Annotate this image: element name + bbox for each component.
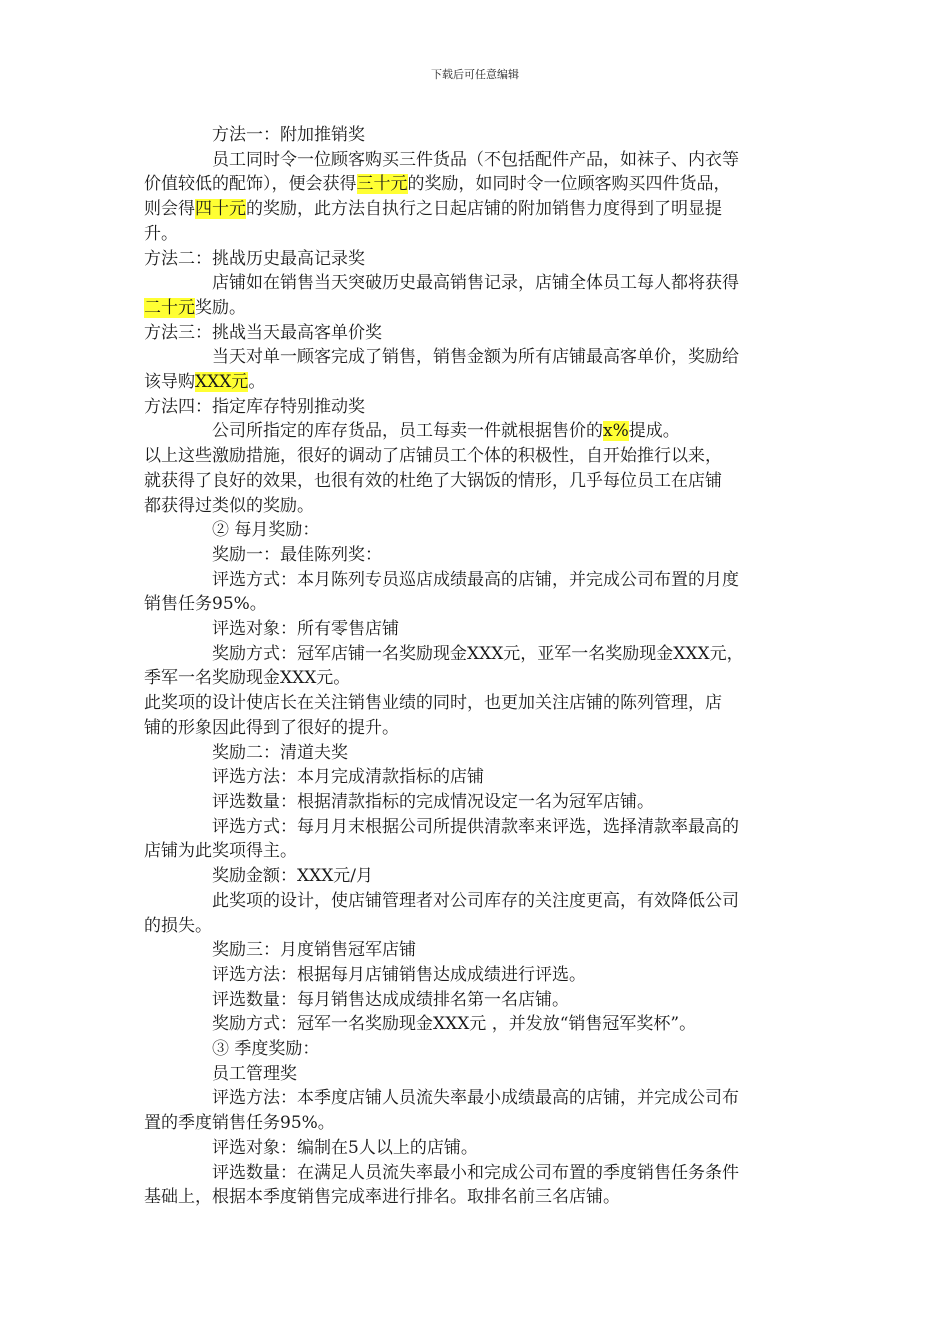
- text-line: [144, 889, 810, 914]
- text-line: [144, 1012, 810, 1037]
- text-segment: 评选数量：每月销售达成成绩排名第一名店铺。: [212, 989, 569, 1010]
- text-segment: 的奖励，如同时令一位顾客购买四件货品，: [407, 174, 731, 195]
- text-segment: 奖励金额：XXX元/月: [212, 866, 374, 887]
- text-segment: 升。: [144, 223, 178, 244]
- text-segment: 该导购: [144, 372, 195, 393]
- text-segment: 置的季度销售任务95%。: [144, 1113, 335, 1134]
- text-line: [144, 296, 810, 321]
- text-line: [144, 568, 810, 593]
- text-segment: 都获得过类似的奖励。: [144, 495, 314, 516]
- text-line: [144, 1161, 810, 1186]
- text-line: [144, 864, 810, 889]
- text-segment: 评选方法：本季度店铺人员流失率最小成绩最高的店铺，并完成公司布: [212, 1088, 739, 1109]
- text-segment: 公司所指定的库存货品，员工每卖一件就根据售价的: [212, 421, 603, 442]
- text-line: [144, 222, 810, 247]
- text-line: [144, 716, 810, 741]
- text-segment: 评选数量：在满足人员流失率最小和完成公司布置的季度销售任务条件: [212, 1162, 739, 1183]
- text-segment: 价值较低的配饰），便会获得: [144, 174, 357, 195]
- text-segment: 则会得: [144, 199, 195, 220]
- text-segment: 评选方式：每月月末根据公司所提供清款率来评选，选择清款率最高的: [212, 816, 739, 837]
- text-segment: 评选方法：根据每月店铺销售达成成绩进行评选。: [212, 964, 586, 985]
- text-line: [144, 691, 810, 716]
- text-segment: 的损失。: [144, 915, 212, 936]
- text-line: [144, 271, 810, 296]
- text-line: [144, 914, 810, 939]
- text-line: [144, 938, 810, 963]
- highlighted-amount: XXX元: [195, 372, 249, 393]
- text-line: [144, 543, 810, 568]
- highlighted-amount: x%: [603, 421, 629, 442]
- text-segment: 店铺为此奖项得主。: [144, 841, 297, 862]
- text-line: [144, 765, 810, 790]
- text-line: [144, 1086, 810, 1111]
- text-line: [144, 963, 810, 988]
- text-segment: 评选方法：本月完成清款指标的店铺: [212, 767, 484, 788]
- text-line: [144, 1062, 810, 1087]
- text-segment: 员工同时令一位顾客购买三件货品（不包括配件产品，如袜子、内衣等: [212, 149, 739, 170]
- text-segment: 就获得了良好的效果，也很有效的杜绝了大锅饭的情形，几乎每位员工在店铺: [144, 470, 722, 491]
- text-line: [144, 815, 810, 840]
- text-line: [144, 988, 810, 1013]
- text-segment: 奖励方式：冠军店铺一名奖励现金XXX元，亚军一名奖励现金XXX元，: [212, 643, 744, 664]
- text-line: [144, 345, 810, 370]
- highlighted-amount: 四十元: [195, 199, 246, 220]
- text-line: [144, 1037, 810, 1062]
- text-line: [144, 741, 810, 766]
- text-line: [144, 370, 810, 395]
- text-line: [144, 172, 810, 197]
- text-segment: 方法四：指定库存特别推动奖: [144, 396, 365, 417]
- text-segment: 此奖项的设计使店长在关注销售业绩的同时，也更加关注店铺的陈列管理，店: [144, 693, 722, 714]
- text-segment: 此奖项的设计，使店铺管理者对公司库存的关注度更高，有效降低公司: [212, 890, 739, 911]
- text-line: [144, 1185, 810, 1210]
- text-line: [144, 247, 810, 272]
- document-body: [144, 123, 810, 1210]
- text-segment: 。: [248, 372, 266, 393]
- text-line: [144, 444, 810, 469]
- text-segment: 奖励三：月度销售冠军店铺: [212, 940, 416, 961]
- text-line: [144, 790, 810, 815]
- text-segment: 提成。: [628, 421, 680, 442]
- text-segment: ③ 季度奖励：: [212, 1039, 320, 1060]
- highlighted-amount: 二十元: [144, 297, 195, 318]
- text-segment: 方法三：挑战当天最高客单价奖: [144, 322, 382, 343]
- text-line: [144, 592, 810, 617]
- text-segment: 员工管理奖: [212, 1063, 297, 1084]
- text-segment: 季军一名奖励现金XXX元。: [144, 668, 351, 689]
- text-segment: 基础上，根据本季度销售完成率进行排名。取排名前三名店铺。: [144, 1187, 620, 1208]
- text-line: [144, 469, 810, 494]
- text-line: [144, 197, 810, 222]
- text-segment: 奖励二：清道夫奖: [212, 742, 348, 763]
- text-segment: 当天对单一顾客完成了销售，销售金额为所有店铺最高客单价，奖励给: [212, 347, 739, 368]
- text-line: [144, 494, 810, 519]
- text-line: [144, 642, 810, 667]
- text-segment: 评选对象：所有零售店铺: [212, 619, 399, 640]
- text-segment: 方法二：挑战历史最高记录奖: [144, 248, 365, 269]
- text-segment: 方法一：附加推销奖: [212, 125, 365, 145]
- text-segment: 铺的形象因此得到了很好的提升。: [144, 717, 399, 738]
- text-segment: 奖励一：最佳陈列奖：: [212, 544, 382, 565]
- text-line: [144, 395, 810, 420]
- text-line: [144, 1136, 810, 1161]
- text-segment: 评选数量：根据清款指标的完成情况设定一名为冠军店铺。: [212, 791, 654, 812]
- text-segment: 店铺如在销售当天突破历史最高销售记录，店铺全体员工每人都将获得: [212, 273, 739, 294]
- highlighted-amount: 三十元: [356, 174, 408, 195]
- text-segment: ② 每月奖励：: [212, 520, 320, 541]
- text-segment: 以上这些激励措施，很好的调动了店铺员工个体的积极性，自开始推行以来，: [144, 446, 722, 467]
- text-line: [144, 148, 810, 173]
- text-line: [144, 419, 810, 444]
- text-segment: 奖励。: [195, 297, 246, 318]
- text-line: [144, 666, 810, 691]
- text-line: [144, 321, 810, 346]
- text-segment: 奖励方式：冠军一名奖励现金XXX元 ，并发放“销售冠军奖杯”。: [212, 1014, 697, 1035]
- text-line: [144, 123, 810, 148]
- text-segment: 评选对象：编制在5人以上的店铺。: [212, 1137, 478, 1158]
- text-line: [144, 839, 810, 864]
- text-segment: 的奖励，此方法自执行之日起店铺的附加销售力度得到了明显提: [246, 199, 722, 220]
- text-line: [144, 1111, 810, 1136]
- text-line: [144, 617, 810, 642]
- page-header: 下载后可任意编辑: [431, 68, 519, 81]
- text-segment: 销售任务95%。: [144, 594, 267, 615]
- text-segment: 评选方式：本月陈列专员巡店成绩最高的店铺，并完成公司布置的月度: [212, 569, 739, 590]
- text-line: [144, 518, 810, 543]
